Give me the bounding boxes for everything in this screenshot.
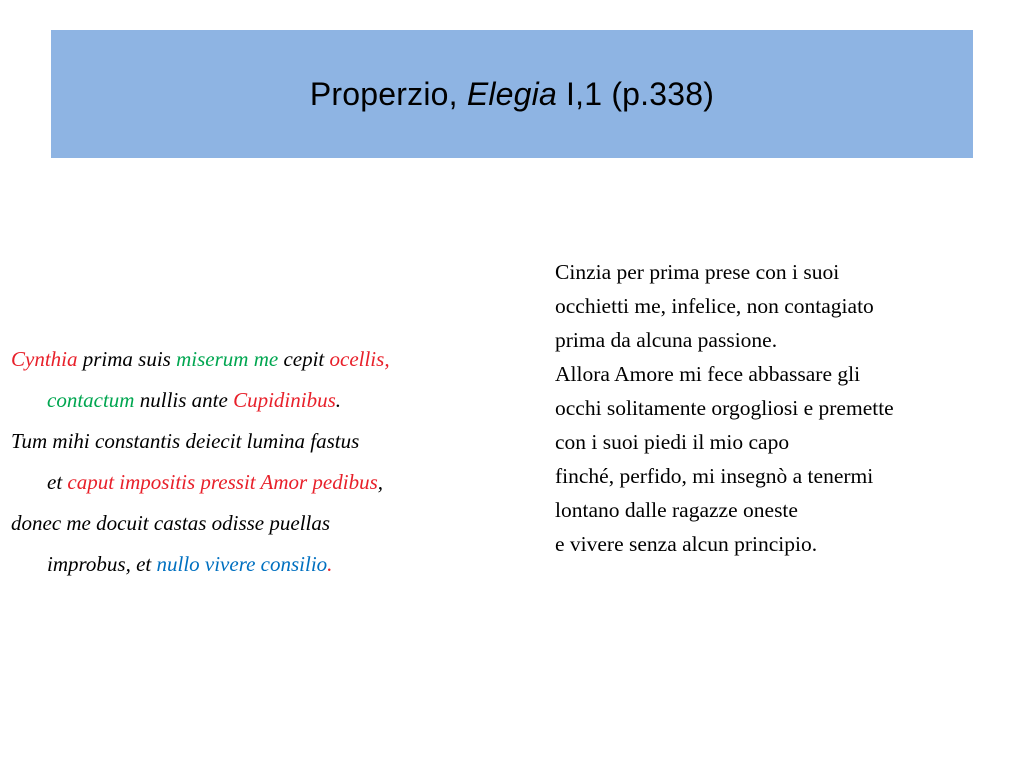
- latin-verse-segment: nullo vivere consilio: [156, 552, 328, 576]
- latin-verse-segment: .: [335, 388, 342, 412]
- latin-verse-line: [11, 544, 541, 585]
- latin-verse-segment: ,: [377, 470, 384, 494]
- latin-verse-segment: nullis ante: [134, 388, 234, 412]
- translation-line: prima da alcuna passione.: [555, 328, 778, 352]
- latin-verse-line: [11, 339, 541, 380]
- slide-title: [310, 76, 714, 113]
- latin-text-block: [11, 339, 541, 585]
- translation-line: lontano dalle ragazze oneste: [555, 498, 798, 522]
- latin-verse-line: [11, 462, 541, 503]
- latin-verse-segment: Cynthia: [11, 347, 78, 371]
- latin-verse-segment: et: [47, 470, 68, 494]
- latin-verse-segment: prima suis: [77, 347, 177, 371]
- title-prefix: Properzio,: [309, 75, 467, 112]
- title-bar: [51, 30, 973, 158]
- title-italic: Elegia: [466, 75, 557, 112]
- translation-line: e vivere senza alcun principio.: [555, 532, 818, 556]
- latin-verse-segment: ocellis,: [329, 347, 390, 371]
- latin-verse-segment: .: [327, 552, 333, 576]
- latin-verse-line: [11, 421, 541, 462]
- translation-line: finché, perfido, mi insegnò a tenermi: [555, 464, 874, 488]
- latin-verse-segment: contactum: [47, 388, 135, 412]
- latin-verse-segment: caput impositis pressit Amor pedibus: [67, 470, 378, 494]
- latin-verse-segment: Cupidinibus: [233, 388, 336, 412]
- latin-verse-line: [11, 380, 541, 421]
- latin-verse-segment: donec me docuit castas odisse puellas: [11, 511, 331, 535]
- translation-line: Cinzia per prima prese con i suoi: [555, 260, 840, 284]
- latin-verse-segment: improbus, et: [47, 552, 157, 576]
- translation-line: occhi solitamente orgogliosi e premette: [555, 396, 894, 420]
- translation-line: con i suoi piedi il mio capo: [555, 430, 790, 454]
- translation-text-block: [555, 255, 1015, 561]
- latin-verse-segment: cepit: [278, 347, 330, 371]
- latin-verse-line: [11, 503, 541, 544]
- latin-verse-segment: Tum mihi constantis deiecit lumina fastus: [11, 429, 360, 453]
- title-suffix: I,1 (p.338): [556, 75, 715, 112]
- translation-line: Allora Amore mi fece abbassare gli: [555, 362, 861, 386]
- translation-line: occhietti me, infelice, non contagiato: [555, 294, 874, 318]
- latin-verse-segment: miserum me: [176, 347, 279, 371]
